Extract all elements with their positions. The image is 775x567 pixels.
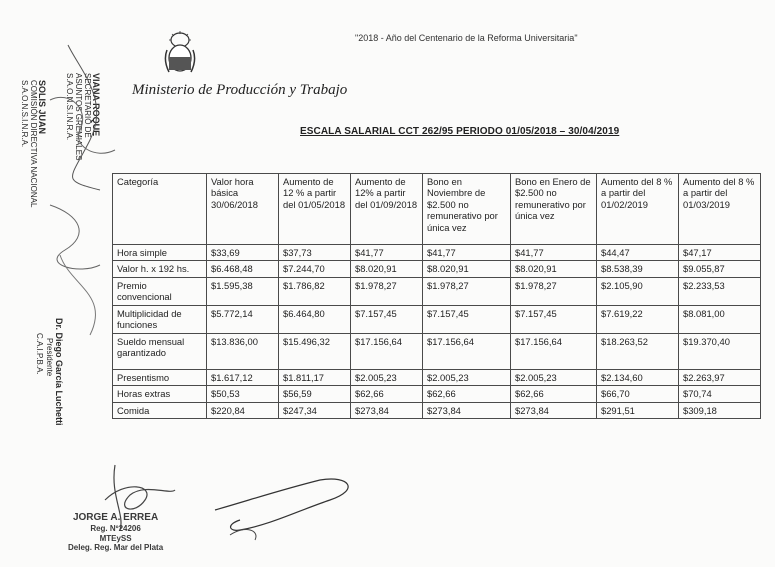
table-row [113,386,761,402]
value-cell: $7.157,45 [423,305,511,333]
value-cell: $41,77 [351,245,423,261]
value-cell: $8.081,00 [679,305,761,333]
value-cell: $19.370,40 [679,333,761,369]
value-cell: $1.617,12 [207,369,279,385]
stamp-line: SOLIS JUAN [37,80,47,135]
value-cell: $1.978,27 [423,277,511,305]
value-cell: $2.134,60 [597,369,679,385]
stamp-line: Dr. Diego García Luchetti [54,318,64,426]
stamp-line: SECRETARIO DE [83,73,92,138]
ministry-name: Ministerio de Producción y Trabajo [132,82,348,98]
table-header-row [113,174,761,245]
stamp-line: VIANA ROQUE [91,73,101,137]
table-row [113,245,761,261]
value-cell: $1.786,82 [279,277,351,305]
value-cell: $1.811,17 [279,369,351,385]
table-row [113,333,761,369]
value-cell: $2.005,23 [423,369,511,385]
middle-left-signature-icon [20,195,120,345]
value-cell: $7.157,45 [511,305,597,333]
column-header: Aumento de 12 % a partir del 01/05/2018 [279,174,351,245]
stamp-line: Reg. Nº24206 [90,524,141,533]
value-cell: $8.020,91 [351,261,423,277]
row-category-cell: Presentismo [113,369,207,385]
stamp-line: S.A.O.N.S.I.N.R.A. [20,80,29,148]
table-row [113,402,761,418]
table-row [113,277,761,305]
row-category-cell: Valor h. x 192 hs. [113,261,207,277]
value-cell: $66,70 [597,386,679,402]
column-header: Bono en Noviembre de $2.500 no remunerativo por única vez [423,174,511,245]
value-cell: $291,51 [597,402,679,418]
value-cell: $273,84 [351,402,423,418]
value-cell: $273,84 [511,402,597,418]
salary-table [112,173,761,419]
value-cell: $1.978,27 [351,277,423,305]
value-cell: $15.496,32 [279,333,351,369]
stamp-line: Presidente [45,338,54,377]
national-emblem-icon [163,30,197,76]
value-cell: $2.105,90 [597,277,679,305]
value-cell: $17.156,64 [511,333,597,369]
value-cell: $33,69 [207,245,279,261]
value-cell: $2.005,23 [351,369,423,385]
column-header: Bono en Enero de $2.500 no remunerativo por única vez [511,174,597,245]
column-header-category: Categoría [113,174,207,245]
value-cell: $7.244,70 [279,261,351,277]
table-row [113,369,761,385]
value-cell: $62,66 [511,386,597,402]
row-category-cell: Multiplicidad de funciones [113,305,207,333]
table-row [113,305,761,333]
value-cell: $56,59 [279,386,351,402]
value-cell: $7.619,22 [597,305,679,333]
value-cell: $18.263,52 [597,333,679,369]
stamp-line: MTEySS [99,533,132,543]
value-cell: $1.595,38 [207,277,279,305]
value-cell: $41,77 [423,245,511,261]
value-cell: $273,84 [423,402,511,418]
value-cell: $17.156,64 [351,333,423,369]
bottom-center-signature-icon [210,470,370,550]
stamp-line: JORGE A. ERREA [72,512,159,523]
value-cell: $6.468,48 [207,261,279,277]
value-cell: $47,17 [679,245,761,261]
value-cell: $2.263,97 [679,369,761,385]
row-category-cell: Horas extras [113,386,207,402]
row-category-cell: Sueldo mensual garantizado [113,333,207,369]
value-cell: $7.157,45 [351,305,423,333]
value-cell: $220,84 [207,402,279,418]
row-category-cell: Comida [113,402,207,418]
value-cell: $13.836,00 [207,333,279,369]
value-cell: $1.978,27 [511,277,597,305]
value-cell: $9.055,87 [679,261,761,277]
stamp-line: S.A.O.N.S.I.N.R.A. [65,73,74,141]
value-cell: $2.005,23 [511,369,597,385]
stamp-line: C.A.I.P.B.A. [35,333,44,375]
row-category-cell: Premio convencional [113,277,207,305]
table-row [113,261,761,277]
column-header: Aumento del 8 % a partir del 01/03/2019 [679,174,761,245]
document-title: ESCALA SALARIAL CCT 262/95 PERIODO 01/05/2018 – 30/04/2019 [300,126,620,137]
value-cell: $50,53 [207,386,279,402]
stamp-line: Deleg. Reg. Mar del Plata [68,543,164,553]
column-header: Aumento del 8 % a partir del 01/02/2019 [597,174,679,245]
column-header: Aumento de 12% a partir del 01/09/2018 [351,174,423,245]
stamp-line: ASUNTOS GREMIALES [74,73,83,161]
value-cell: $8.538,39 [597,261,679,277]
value-cell: $8.020,91 [511,261,597,277]
value-cell: $8.020,91 [423,261,511,277]
value-cell: $6.464,80 [279,305,351,333]
value-cell: $2.233,53 [679,277,761,305]
value-cell: $62,66 [351,386,423,402]
value-cell: $41,77 [511,245,597,261]
value-cell: $70,74 [679,386,761,402]
value-cell: $44,47 [597,245,679,261]
motto-text: "2018 - Año del Centenario de la Reforma Universitaria" [355,33,578,43]
value-cell: $37,73 [279,245,351,261]
value-cell: $309,18 [679,402,761,418]
row-category-cell: Hora simple [113,245,207,261]
column-header: Valor hora básica 30/06/2018 [207,174,279,245]
bottom-stamp [68,512,163,553]
stamp-line: COMISIÓN DIRECTIVA NACIONAL [29,80,38,208]
value-cell: $62,66 [423,386,511,402]
table-body [113,245,761,419]
value-cell: $17.156,64 [423,333,511,369]
value-cell: $247,34 [279,402,351,418]
value-cell: $5.772,14 [207,305,279,333]
